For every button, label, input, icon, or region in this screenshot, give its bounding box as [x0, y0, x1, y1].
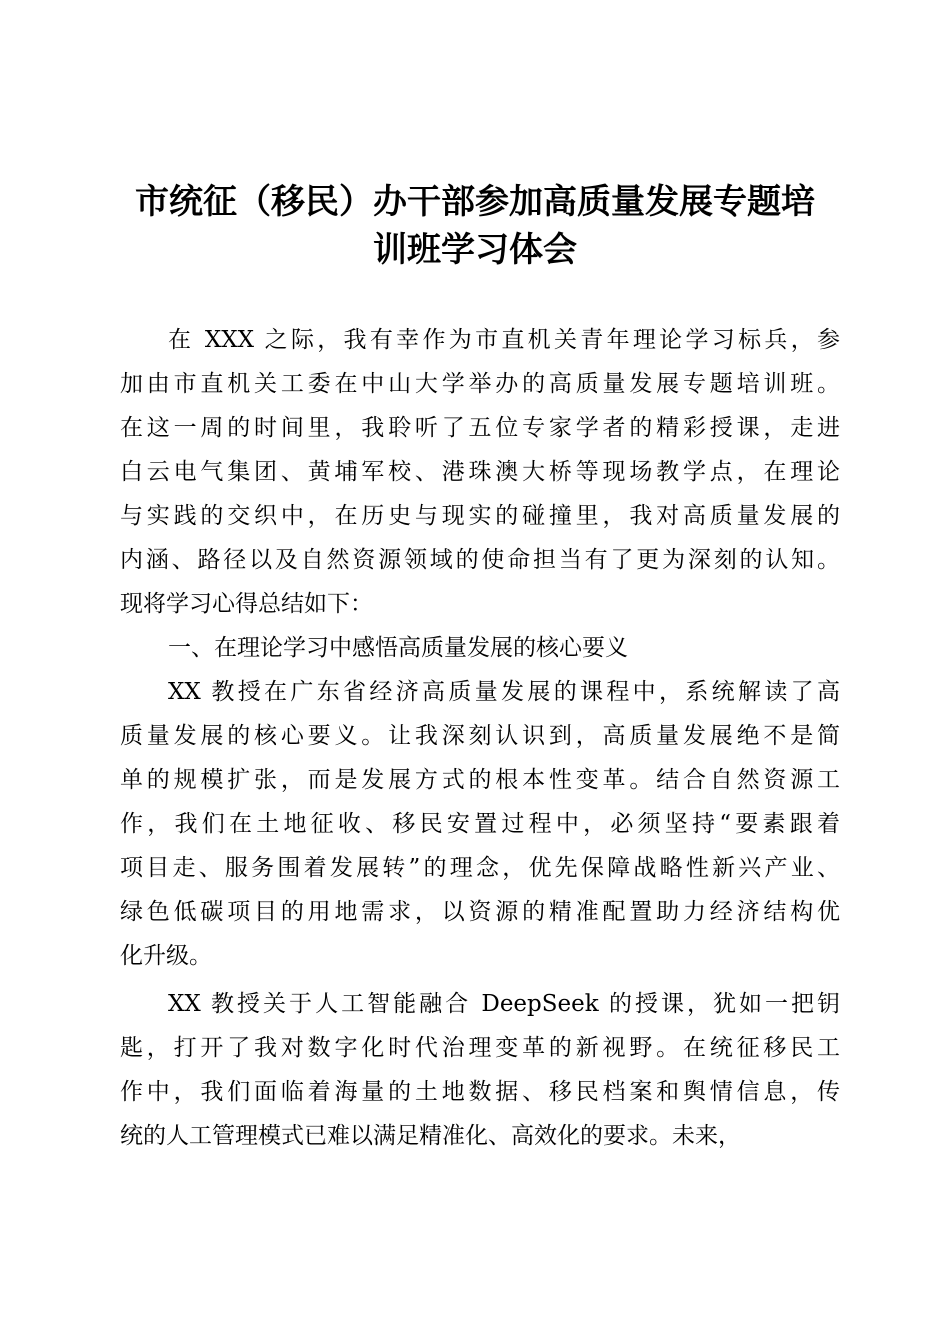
paragraph-line: 与实践的交织中，在历史与现实的碰撞里，我对高质量发展的 [120, 503, 840, 529]
paragraph-line: 内涵、路径以及自然资源领域的使命担当有了更为深刻的认知。 [120, 547, 840, 573]
document-body [120, 318, 840, 1158]
paragraph-line: 现将学习心得总结如下： [120, 591, 373, 617]
paragraph-line: XX 教授关于人工智能融合 DeepSeek 的授课，犹如一把钥 [168, 991, 840, 1017]
paragraph-line: 项目走、服务围着发展转”的理念，优先保障战略性新兴产业、 [120, 855, 840, 881]
paragraph-line: 统的人工管理模式已难以满足精准化、高效化的要求。未来， [120, 1123, 741, 1149]
paragraph-line: 作，我们在土地征收、移民安置过程中，必须坚持“要素跟着 [120, 811, 840, 837]
paragraph-line: 匙，打开了我对数字化时代治理变革的新视野。在统征移民工 [120, 1035, 840, 1061]
title-line: 训班学习体会 [373, 230, 577, 270]
paragraph-line: 质量发展的核心要义。让我深刻认识到，高质量发展绝不是简 [120, 723, 840, 749]
paragraph-line: 在这一周的时间里，我聆听了五位专家学者的精彩授课，走进 [120, 415, 840, 441]
section-heading: 一、在理论学习中感悟高质量发展的核心要义 [168, 635, 628, 661]
body-paragraph [120, 982, 840, 1158]
paragraph-line: 单的规模扩张，而是发展方式的根本性变革。结合自然资源工 [120, 767, 840, 793]
paragraph-line: 绿色低碳项目的用地需求，以资源的精准配置助力经济结构优 [120, 899, 840, 925]
title-line: 市统征（移民）办干部参加高质量发展专题培 [135, 182, 815, 222]
paragraph-line: 在 XXX 之际，我有幸作为市直机关青年理论学习标兵，参 [168, 327, 840, 353]
paragraph-line: 化升级。 [120, 943, 212, 969]
body-paragraph [120, 670, 840, 978]
paragraph-line: XX 教授在广东省经济高质量发展的课程中，系统解读了高 [168, 679, 840, 705]
paragraph-line: 加由市直机关工委在中山大学举办的高质量发展专题培训班。 [120, 371, 840, 397]
intro-paragraph [120, 318, 840, 626]
document-title [100, 178, 850, 274]
paragraph-line: 作中，我们面临着海量的土地数据、移民档案和舆情信息，传 [120, 1079, 840, 1105]
paragraph-line: 白云电气集团、黄埔军校、港珠澳大桥等现场教学点，在理论 [120, 459, 840, 485]
